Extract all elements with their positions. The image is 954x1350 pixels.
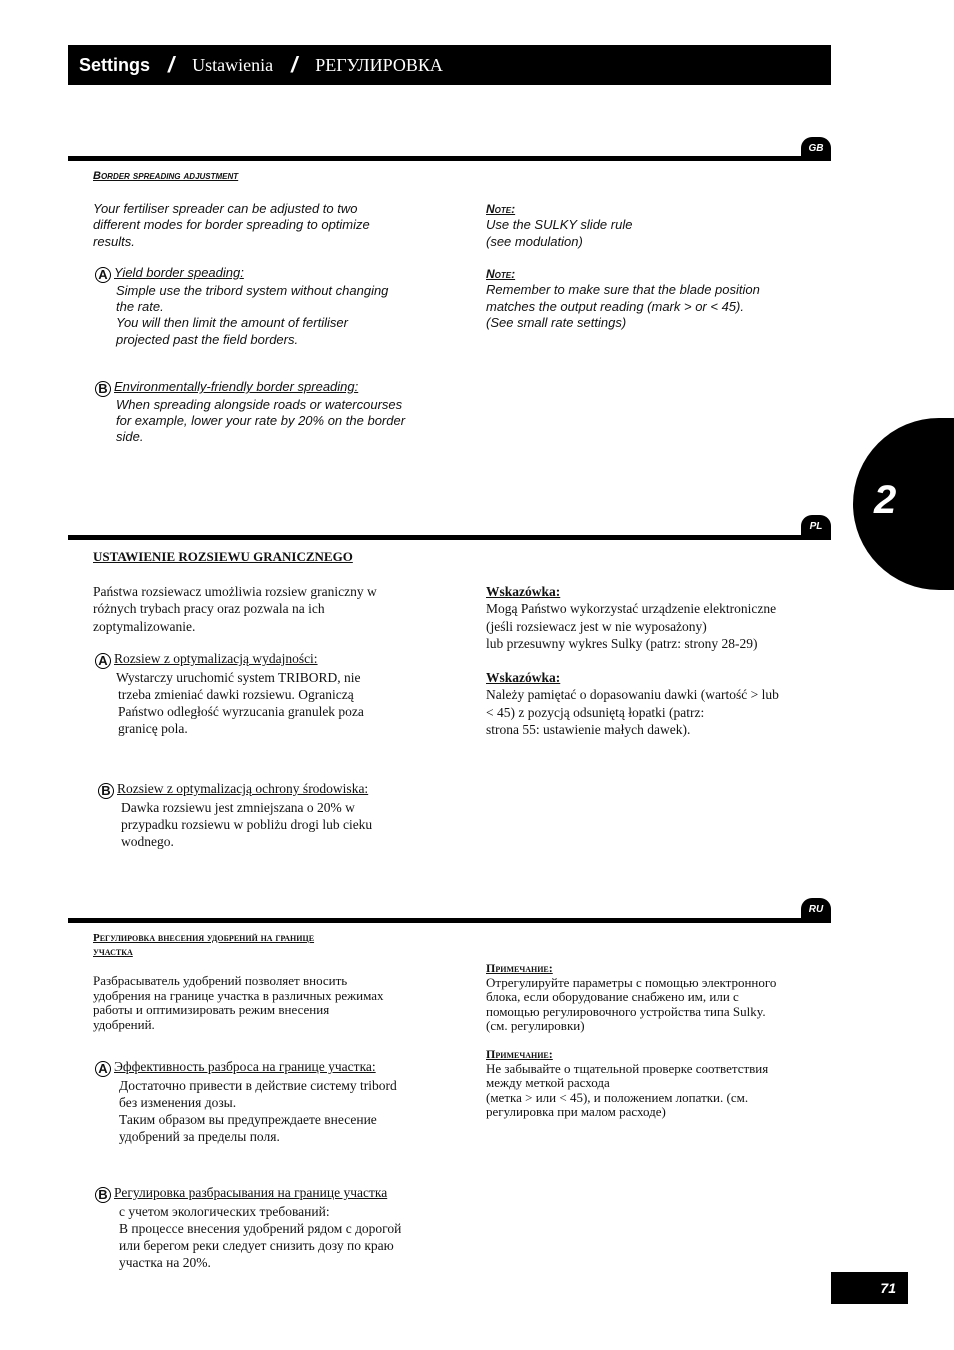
text-line: the rate. (116, 298, 164, 314)
language-badge-gb: GB (801, 137, 831, 159)
text-line: (see modulation) (486, 233, 583, 249)
ru-note-1 (486, 961, 826, 1034)
chapter-tab (853, 418, 954, 590)
text-line: Simple use the tribord system without changing (116, 282, 389, 298)
text-line: Регулировка внесения удобрений на границе (93, 932, 315, 944)
text-line: Państwo odległość wyrzucania granulek poza (118, 704, 364, 720)
text-line: участка (93, 946, 133, 958)
text-line: matches the output reading (mark > or < 45). (486, 298, 744, 314)
text-line: удобрений за пределы поля. (119, 1129, 280, 1145)
text-line: удобрений. (93, 1016, 155, 1032)
text-line: Отрегулируйте параметры с помощью электронного (486, 974, 777, 990)
text-line: zoptymalizowanie. (93, 618, 196, 634)
option-b-title: Регулировка разбрасывания на границе участка (114, 1185, 388, 1200)
text-line: When spreading alongside roads or watercourses (116, 396, 403, 412)
marker-b-icon: B (95, 1187, 111, 1203)
text-line: без изменения дозы. (119, 1094, 237, 1110)
pl-note-2 (486, 669, 826, 738)
text-line: регулировка при малом расходе) (486, 1104, 666, 1120)
text-line: Достаточно привести в действие систему tribord (119, 1077, 397, 1093)
section-title-ru (93, 931, 433, 959)
text-line: trzeba zmieniać dawki rozsiewu. Ograniczą (118, 686, 354, 702)
text-line: przypadku rozsiewu w pobliżu drogi lub cieku (121, 816, 373, 832)
text-line: помощью регулировочного устройства типа Sulky. (486, 1003, 766, 1019)
text-line: for example, lower your rate by 20% on the border (116, 412, 406, 428)
text-line: granicę pola. (118, 721, 188, 737)
text-line: Таким образом вы предупреждаете внесение (119, 1112, 377, 1128)
text-line: Разбрасыватель удобрений позволяет вносить (93, 973, 348, 988)
text-line: или берегом реки следует снизить дозу по краю (119, 1238, 394, 1254)
section-divider (68, 156, 831, 161)
text-line: Your fertiliser spreader can be adjusted to two (93, 201, 358, 216)
note-title: Wskazówka: (486, 584, 561, 599)
text-line: lub przesuwny wykres Sulky (patrz: strony 28-29) (486, 635, 758, 651)
text-line: работы и оптимизировать режим внесения (93, 1002, 330, 1018)
text-line: results. (93, 233, 135, 249)
header-title-ru: РЕГУЛИРОВКА (315, 54, 443, 75)
text-line: между меткой расхода (486, 1075, 610, 1091)
ru-note-2 (486, 1047, 826, 1120)
text-line: В процессе внесения удобрений рядом с дорогой (119, 1220, 402, 1236)
gb-note-2 (486, 266, 816, 332)
text-line: (см. регулировки) (486, 1018, 585, 1034)
text-line: с учетом экологических требований: (119, 1203, 330, 1219)
pl-option-a (95, 650, 435, 738)
gb-option-a (95, 265, 435, 348)
text-line: Remember to make sure that the blade position (486, 282, 760, 298)
page-header (68, 45, 831, 85)
text-line: Należy pamiętać o dopasowaniu dawki (wartość > lub (486, 687, 779, 703)
section-divider (68, 535, 831, 540)
option-b-title: Rozsiew z optymalizacją ochrony środowiska: (117, 781, 369, 796)
gb-note-1 (486, 201, 816, 250)
text-line: różnych trybach pracy oraz pozwala na ich (93, 601, 325, 617)
option-a-title: Эффективность разброса на границе участка: (114, 1059, 376, 1074)
header-title-pl: Ustawienia (192, 54, 274, 75)
option-a-title: Yield border speading: (114, 265, 244, 280)
text-line: блока, если оборудование снабжено им, или с (486, 989, 739, 1005)
text-line: (See small rate settings) (486, 315, 627, 331)
text-line: different modes for border spreading to optimize (93, 217, 370, 233)
text-line: удобрения на границе участка в различных режимах (93, 987, 384, 1003)
section-title-gb: Border spreading adjustment (93, 170, 239, 182)
pl-intro (93, 583, 433, 635)
text-line: участка на 20%. (119, 1255, 211, 1271)
text-line: You will then limit the amount of fertiliser (116, 315, 348, 331)
ru-option-a (95, 1058, 440, 1146)
note-title: Note: (486, 267, 516, 281)
text-line: Use the SULKY slide rule (486, 217, 633, 233)
text-line: Wystarczy uruchomić system TRIBORD, nie (116, 669, 361, 685)
text-line: side. (116, 429, 144, 445)
text-line: projected past the field borders. (116, 331, 299, 347)
pl-option-b (98, 780, 438, 850)
section-divider (68, 918, 831, 923)
note-title: Note: (486, 202, 516, 216)
section-title-pl: USTAWIENIE ROZSIEWU GRANICZNEGO (93, 549, 353, 564)
text-line: strona 55: ustawienie małych dawek). (486, 721, 691, 737)
note-title: Wskazówka: (486, 670, 561, 685)
language-badge-pl: PL (801, 515, 831, 537)
gb-option-b (95, 379, 435, 446)
marker-b-icon: B (98, 783, 114, 799)
text-line: Не забывайте о тщательной проверке соответствия (486, 1060, 769, 1076)
ru-option-b (95, 1184, 440, 1272)
text-line: (jeśli rozsiewacz jest w nie wyposażony) (486, 618, 707, 634)
text-line: < 45) z pozycją odsuniętą łopatki (patrz: (486, 704, 705, 720)
ru-intro (93, 974, 443, 1032)
option-a-title: Rozsiew z optymalizacją wydajności: (114, 651, 318, 666)
header-separator: / (168, 52, 175, 77)
text-line: Dawka rozsiewu jest zmniejszana o 20% w (121, 799, 355, 815)
marker-b-icon: B (95, 381, 111, 397)
note-title: Примечание: (486, 1047, 553, 1061)
text-line: wodnego. (121, 834, 174, 850)
header-title-en: Settings (79, 54, 151, 75)
marker-a-icon: A (95, 1061, 111, 1077)
gb-intro (93, 201, 433, 250)
header-separator: / (291, 52, 298, 77)
text-line: (метка > или < 45), и положением лопатки. (см. (486, 1089, 749, 1105)
page-number: 71 (831, 1272, 908, 1304)
note-title: Примечание: (486, 961, 553, 975)
marker-a-icon: A (95, 653, 111, 669)
text-line: Mogą Państwo wykorzystać urządzenie elektroniczne (486, 601, 777, 617)
marker-a-icon: A (95, 267, 111, 283)
option-b-title: Environmentally-friendly border spreading: (114, 379, 359, 394)
chapter-number: 2 (874, 478, 897, 522)
language-badge-ru: RU (801, 898, 831, 920)
text-line: Państwa rozsiewacz umożliwia rozsiew graniczny w (93, 584, 377, 599)
pl-note-1 (486, 583, 826, 652)
